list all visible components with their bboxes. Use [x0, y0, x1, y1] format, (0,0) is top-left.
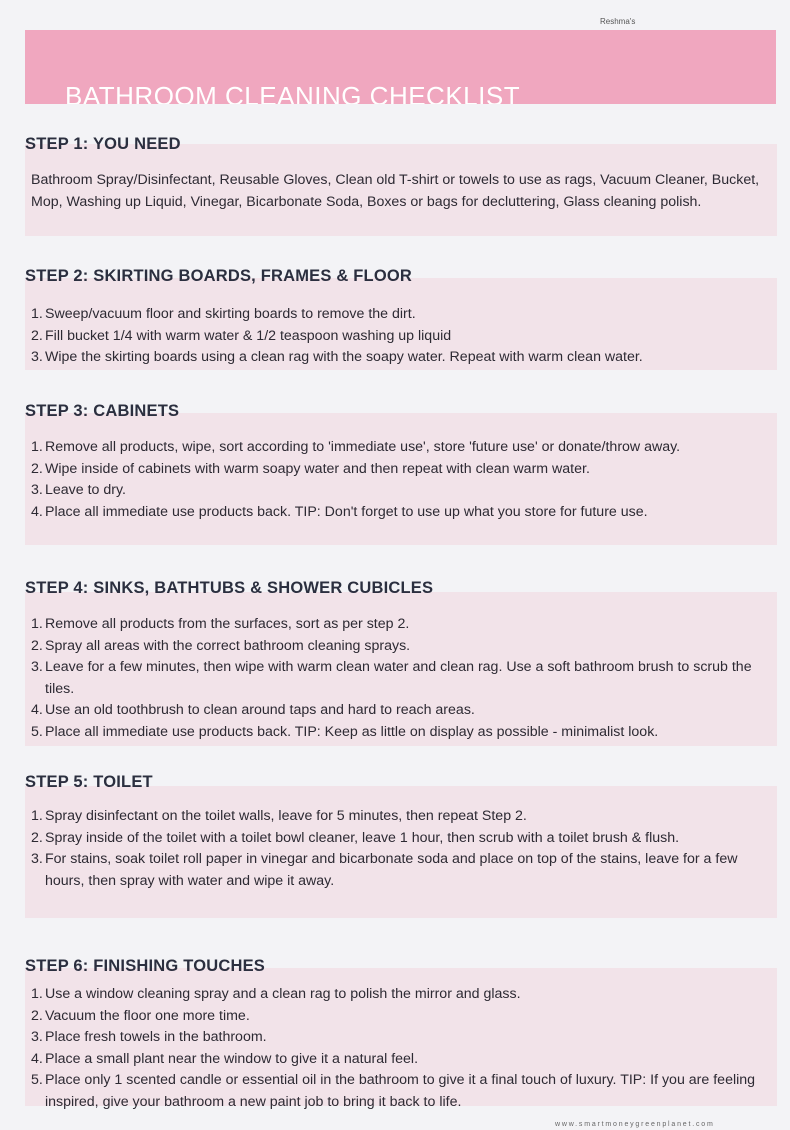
list-item: 3. For stains, soak toilet roll paper in vinegar and bicarbonate soda and place on top of the stains, leave for a few hours, then spray with water and wipe it away.	[31, 851, 738, 889]
list-item: 5. Place all immediate use products back. TIP: Keep as little on display as possible - minimalist look.	[31, 723, 659, 740]
list-item: 2. Spray all areas with the correct bathroom cleaning sprays.	[31, 637, 411, 654]
list-item: 1. Sweep/vacuum floor and skirting boards to remove the dirt.	[31, 306, 416, 322]
list-item: 2. Fill bucket 1/4 with warm water & 1/2 teaspoon washing up liquid	[31, 327, 452, 344]
step-6-section	[25, 956, 777, 1110]
step-4-box	[25, 592, 777, 746]
step-title: STEP 3: CABINETS	[25, 402, 180, 420]
list-item: 2. Wipe inside of cabinets with warm soapy water and then repeat with clean warm water.	[31, 460, 590, 477]
list-item: 1. Spray disinfectant on the toilet walls, leave for 5 minutes, then repeat Step 2.	[31, 808, 527, 824]
step-title: STEP 5: TOILET	[25, 773, 153, 791]
step-title: STEP 6: FINISHING TOUCHES	[25, 957, 266, 975]
list-item: 4. Place all immediate use products back. TIP: Don't forget to use up what you store for future use.	[31, 503, 648, 520]
step-6-box	[25, 968, 777, 1110]
footer-url: www.smartmoneygreenplanet.com	[555, 1121, 715, 1128]
list-item: 2. Vacuum the floor one more time.	[31, 1007, 250, 1024]
step-2-box	[25, 278, 777, 370]
step-title: STEP 4: SINKS, BATHTUBS & SHOWER CUBICLES	[25, 579, 434, 597]
list-item: 1. Remove all products, wipe, sort according to 'immediate use', store 'future use' or donate/throw away.	[31, 439, 681, 455]
step-5-section	[25, 772, 777, 918]
step-title: STEP 1: YOU NEED	[25, 135, 181, 153]
step-1-box	[25, 144, 777, 236]
step-4-section	[25, 578, 777, 746]
page-title: BATHROOM CLEANING CHECKLIST	[65, 81, 521, 104]
brand-name: Reshma's	[600, 17, 636, 26]
step-3-box	[25, 413, 777, 545]
list-item: 3. Leave for a few minutes, then wipe with warm clean water and clean rag. Use a soft bathroom brush to scrub the tiles.	[31, 659, 752, 697]
title-banner	[25, 30, 776, 104]
list-item: 4. Use an old toothbrush to clean around taps and hard to reach areas.	[31, 702, 475, 718]
list-item: 2. Spray inside of the toilet with a toilet bowl cleaner, leave 1 hour, then scrub with a toilet brush & flush.	[31, 829, 680, 846]
step-title: STEP 2: SKIRTING BOARDS, FRAMES & FLOOR	[25, 267, 413, 285]
step-1-text: Bathroom Spray/Disinfectant, Reusable Gloves, Clean old T-shirt or towels to use as rags, Vacuum Cleaner, Bucket, Mop, Washing up Liquid, Vinegar, Bicarbonate Soda, Boxes or bags for decluttering, Glass cleaning polish.	[31, 172, 760, 210]
step-5-box	[25, 786, 777, 918]
list-item: 5. Place only 1 scented candle or essential oil in the bathroom to give it a final touch of luxury. TIP: If you are feeling inspired, give your bathroom a new paint job to bring it back to life.	[31, 1072, 756, 1110]
list-item: 3. Place fresh towels in the bathroom.	[31, 1029, 267, 1045]
list-item: 1. Use a window cleaning spray and a clean rag to polish the mirror and glass.	[31, 986, 521, 1002]
step-2-section	[25, 266, 777, 370]
list-item: 3. Wipe the skirting boards using a clean rag with the soapy water. Repeat with warm clean water.	[31, 349, 643, 365]
list-item: 3. Leave to dry.	[31, 482, 126, 498]
list-item: 1. Remove all products from the surfaces, sort as per step 2.	[31, 616, 410, 632]
step-1-section	[25, 134, 777, 236]
list-item: 4. Place a small plant near the window to give it a natural feel.	[31, 1050, 419, 1067]
step-3-section	[25, 401, 777, 545]
